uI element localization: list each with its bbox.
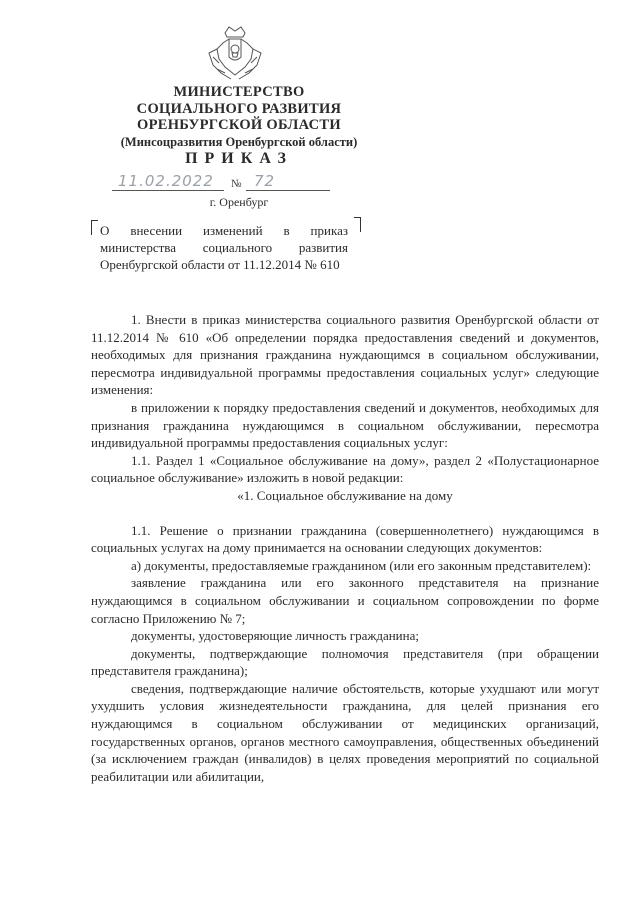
handwritten-number: 72 bbox=[254, 172, 276, 190]
paragraph-9: документы, подтверждающие полномочия представителя (при обращении представителя гражданина); bbox=[91, 645, 599, 679]
city-label: г. Оренбург bbox=[209, 195, 269, 209]
document-subject: О внесении изменений в приказ министерства социального развития Оренбургской области от 11.12.2014 № 610 bbox=[100, 223, 348, 273]
orenburg-coat-of-arms-icon bbox=[203, 23, 267, 83]
section-heading: «1. Социальное обслуживание на дому bbox=[237, 487, 453, 503]
paragraph-10: сведения, подтверждающие наличие обстоятельств, которые ухудшают или могут ухудшить условия жизнедеятельности гражданина, для целей признания его нуждающимся в социальном обслуживании от медицинских организаций, государственных органов, органов местного самоуправления, общественных объединений (за исключением граждан (инвалидов) в целях проведения мероприятий по социальной реабилитации или абилитации, bbox=[91, 680, 599, 784]
paragraph-3: 1.1. Раздел 1 «Социальное обслуживание на дому», раздел 2 «Полустационарное социальное обслуживание» изложить в новой редакции: bbox=[91, 452, 599, 486]
paragraph-8: документы, удостоверяющие личность гражданина; bbox=[131, 628, 419, 644]
ministry-short-name: (Минсоцразвития Оренбургской области) bbox=[120, 134, 358, 149]
subject-bracket-right bbox=[354, 217, 361, 232]
paragraph-5: 1.1. Решение о признании гражданина (совершеннолетнего) нуждающимся в социальных услугах на дому принимается на основании следующих документов: bbox=[91, 522, 599, 556]
ministry-name-line1: МИНИСТЕРСТВО bbox=[173, 84, 305, 100]
number-sign: № bbox=[231, 178, 242, 190]
ministry-name-line2: СОЦИАЛЬНОГО РАЗВИТИЯ bbox=[136, 100, 342, 117]
paragraph-1: 1. Внести в приказ министерства социального развития Оренбургской области от 11.12.2014 № 610 «Об определении порядка предоставления сведений и документов, необходимых для признания гражданина нуждающимся в социальном обслуживании, пересмотра индивидуальной программы предоставления социальных услуг» следующие изменения: bbox=[91, 312, 599, 398]
handwritten-date: 11.02.2022 bbox=[118, 172, 214, 190]
paragraph-2: в приложении к порядку предоставления сведений и документов, необходимых для признания гражданина нуждающимся в социальном обслуживании, пересмотра индивидуальной программы предоставления социальных услуг: bbox=[91, 399, 599, 451]
document-body bbox=[91, 311, 599, 785]
number-underline bbox=[246, 190, 330, 191]
date-underline bbox=[112, 190, 224, 191]
ministry-header bbox=[80, 84, 398, 150]
paragraph-6: а) документы, предоставляемые гражданином (или его законным представителем): bbox=[131, 557, 592, 573]
date-number-line bbox=[112, 172, 352, 194]
subject-bracket-left bbox=[91, 220, 98, 235]
document-type-title: ПРИКАЗ bbox=[185, 150, 293, 167]
paragraph-7: заявление гражданина или его законного представителя на признание нуждающимся в социальном обслуживании и социальном сопровождении по форме согласно Приложению № 7; bbox=[91, 575, 599, 626]
ministry-name-line3: ОРЕНБУРГСКОЙ ОБЛАСТИ bbox=[137, 117, 341, 133]
